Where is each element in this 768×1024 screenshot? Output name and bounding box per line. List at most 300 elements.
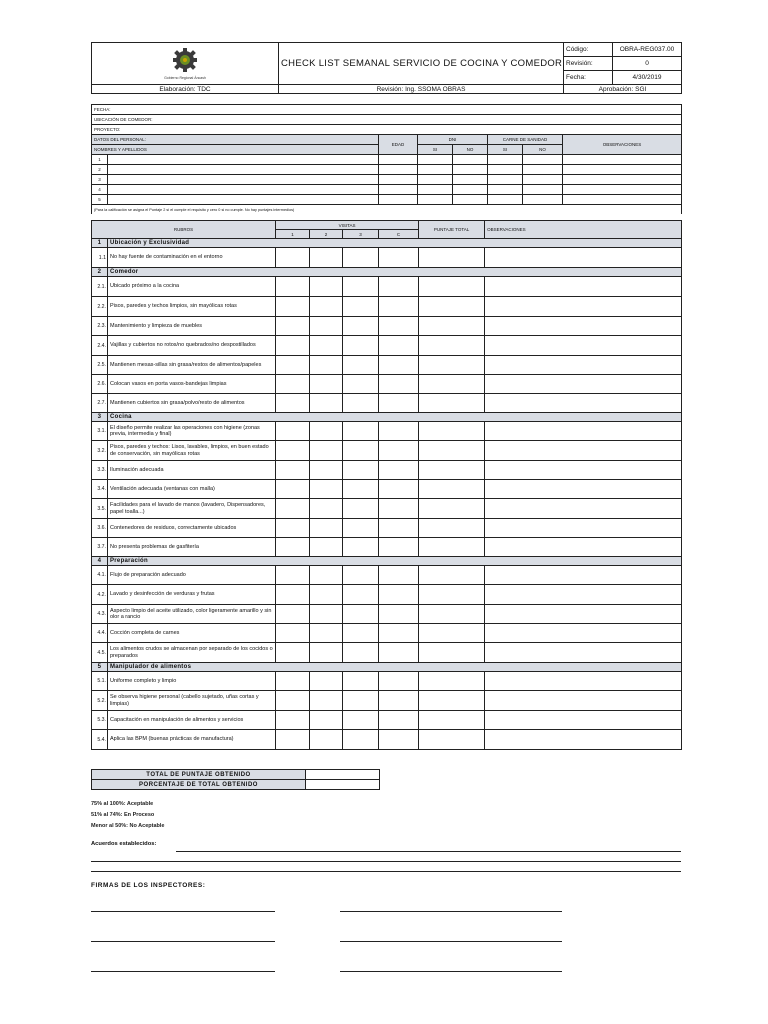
checklist-item-row [92, 499, 682, 519]
fecha-field[interactable]: FECHA: [92, 105, 682, 115]
score-cell[interactable] [276, 730, 310, 750]
score-cell[interactable] [485, 422, 682, 441]
fecha-label: Fecha: [564, 71, 613, 85]
score-cell[interactable] [379, 538, 419, 557]
score-cell[interactable] [379, 499, 419, 519]
personnel-cell[interactable] [379, 165, 418, 175]
score-cell[interactable] [276, 672, 310, 691]
score-cell[interactable] [379, 375, 419, 394]
personnel-row [92, 195, 682, 205]
score-cell[interactable] [276, 422, 310, 441]
score-cell[interactable] [419, 711, 485, 730]
score-cell[interactable] [343, 691, 379, 711]
score-cell[interactable] [419, 297, 485, 317]
score-cell[interactable] [343, 248, 379, 268]
score-cell[interactable] [310, 375, 343, 394]
score-cell[interactable] [485, 605, 682, 624]
score-cell[interactable] [485, 711, 682, 730]
personnel-cell[interactable] [563, 175, 682, 185]
score-cell[interactable] [276, 691, 310, 711]
porcentaje-label: PORCENTAJE DE TOTAL OBTENIDO [92, 780, 306, 790]
section-number: 5 [92, 663, 108, 672]
dni-si: SI [418, 145, 453, 155]
score-cell[interactable] [276, 394, 310, 413]
section-row [92, 663, 682, 672]
score-cell[interactable] [379, 711, 419, 730]
firmas-label: FIRMAS DE LOS INSPECTORES: [91, 882, 206, 889]
score-cell[interactable] [276, 585, 310, 605]
personnel-cell[interactable] [488, 165, 523, 175]
personnel-row [92, 165, 682, 175]
signature-line[interactable] [91, 911, 275, 912]
personnel-cell[interactable] [453, 165, 488, 175]
score-cell[interactable] [343, 605, 379, 624]
score-cell[interactable] [310, 480, 343, 499]
item-text: Vajillas y cubiertos no rotos/no quebrados/no despostillados [108, 336, 276, 356]
edad-header: EDAD [379, 135, 418, 155]
personnel-cell[interactable] [563, 155, 682, 165]
score-cell[interactable] [310, 566, 343, 585]
datos-personal-label: DATOS DEL PERSONAL: [92, 135, 379, 145]
section-number: 1 [92, 239, 108, 248]
score-cell[interactable] [379, 248, 419, 268]
score-cell[interactable] [343, 277, 379, 297]
score-cell[interactable] [343, 297, 379, 317]
personnel-table [91, 104, 682, 214]
personnel-cell[interactable] [488, 175, 523, 185]
porcentaje-value[interactable] [306, 780, 380, 790]
row-number: 2 [92, 165, 108, 175]
score-cell[interactable] [343, 422, 379, 441]
score-cell[interactable] [310, 356, 343, 375]
score-cell[interactable] [485, 519, 682, 538]
score-cell[interactable] [276, 643, 310, 663]
acuerdos-label: Acuerdos establecidos: [91, 841, 157, 847]
carne-no: NO [523, 145, 563, 155]
ubicacion-field[interactable]: UBICACIÓN DE COMEDOR: [92, 115, 682, 125]
score-cell[interactable] [276, 336, 310, 356]
score-cell[interactable] [419, 605, 485, 624]
score-cell[interactable] [419, 317, 485, 336]
score-cell[interactable] [310, 730, 343, 750]
personnel-cell[interactable] [453, 185, 488, 195]
score-cell[interactable] [379, 277, 419, 297]
score-cell[interactable] [485, 538, 682, 557]
signature-line[interactable] [91, 971, 275, 972]
checklist-item-row [92, 585, 682, 605]
section-number: 4 [92, 557, 108, 566]
scale-en-proceso: 51% al 74%: En Proceso [91, 812, 155, 818]
score-cell[interactable] [485, 394, 682, 413]
score-cell[interactable] [379, 643, 419, 663]
elaboracion: Elaboración: TDC [92, 85, 279, 94]
score-cell[interactable] [419, 277, 485, 297]
item-text: Ventilación adecuada (ventanas con malla) [108, 480, 276, 499]
item-number: 2.3. [92, 317, 108, 336]
score-cell[interactable] [310, 519, 343, 538]
section-title: Ubicación y Exclusividad [108, 239, 682, 248]
checklist-item-row [92, 624, 682, 643]
score-cell[interactable] [419, 566, 485, 585]
score-cell[interactable] [276, 480, 310, 499]
score-cell[interactable] [310, 394, 343, 413]
personnel-cell[interactable] [108, 155, 379, 165]
codigo-value: OBRA-REG037.00 [613, 43, 682, 57]
checklist-item-row [92, 297, 682, 317]
score-cell[interactable] [310, 538, 343, 557]
checklist-item-row [92, 691, 682, 711]
score-cell[interactable] [343, 480, 379, 499]
checklist-item-row [92, 538, 682, 557]
score-cell[interactable] [485, 375, 682, 394]
score-cell[interactable] [485, 336, 682, 356]
score-cell[interactable] [419, 336, 485, 356]
revision-label: Revisión: [564, 57, 613, 71]
item-number: 2.5. [92, 356, 108, 375]
score-cell[interactable] [343, 730, 379, 750]
item-text: No hay fuente de contaminación en el entorno [108, 248, 276, 268]
personnel-cell[interactable] [379, 185, 418, 195]
score-cell[interactable] [379, 394, 419, 413]
score-cell[interactable] [485, 441, 682, 461]
score-cell[interactable] [310, 691, 343, 711]
item-text: Pisos, paredes y techos limpios, sin mayólicas rotas [108, 297, 276, 317]
score-cell[interactable] [379, 317, 419, 336]
score-cell[interactable] [485, 317, 682, 336]
personnel-cell[interactable] [418, 195, 453, 205]
score-cell[interactable] [343, 441, 379, 461]
score-cell[interactable] [276, 499, 310, 519]
totals-table [91, 769, 380, 790]
personnel-cell[interactable] [523, 155, 563, 165]
score-cell[interactable] [485, 624, 682, 643]
score-cell[interactable] [419, 730, 485, 750]
item-text: El diseño permite realizar las operaciones con higiene (zonas previa, intermedia y final) [108, 422, 276, 441]
item-number: 3.2. [92, 441, 108, 461]
score-cell[interactable] [419, 356, 485, 375]
item-number: 2.1. [92, 277, 108, 297]
item-text: Mantienen mesas-sillas sin grasa/restos de alimentos/papeles [108, 356, 276, 375]
score-cell[interactable] [419, 691, 485, 711]
item-text: Se observa higiene personal (cabello sujetado, uñas cortas y limpias) [108, 691, 276, 711]
item-number: 4.4. [92, 624, 108, 643]
personnel-cell[interactable] [563, 185, 682, 195]
personnel-cell[interactable] [379, 155, 418, 165]
visita-3: 3 [343, 230, 379, 239]
score-cell[interactable] [276, 605, 310, 624]
score-cell[interactable] [485, 672, 682, 691]
page-title: CHECK LIST SEMANAL SERVICIO DE COCINA Y COMEDOR [279, 43, 564, 85]
score-cell[interactable] [343, 461, 379, 480]
proyecto-field[interactable]: PROYECTO: [92, 125, 682, 135]
score-cell[interactable] [343, 538, 379, 557]
score-cell[interactable] [419, 519, 485, 538]
section-title: Cocina [108, 413, 682, 422]
score-cell[interactable] [419, 643, 485, 663]
score-cell[interactable] [379, 672, 419, 691]
score-cell[interactable] [485, 356, 682, 375]
checklist-item-row [92, 356, 682, 375]
score-cell[interactable] [343, 375, 379, 394]
personnel-cell[interactable] [523, 165, 563, 175]
item-number: 5.4. [92, 730, 108, 750]
personnel-cell[interactable] [523, 195, 563, 205]
score-cell[interactable] [485, 248, 682, 268]
score-cell[interactable] [310, 711, 343, 730]
item-number: 3.6. [92, 519, 108, 538]
score-cell[interactable] [343, 519, 379, 538]
score-cell[interactable] [343, 643, 379, 663]
item-number: 5.2. [92, 691, 108, 711]
checklist-item-row [92, 711, 682, 730]
score-cell[interactable] [379, 624, 419, 643]
personnel-cell[interactable] [453, 155, 488, 165]
personnel-cell[interactable] [108, 185, 379, 195]
acuerdos-line-1[interactable] [176, 851, 681, 852]
personnel-cell[interactable] [563, 195, 682, 205]
total-value[interactable] [306, 770, 380, 780]
score-cell[interactable] [485, 691, 682, 711]
score-cell[interactable] [310, 277, 343, 297]
score-cell[interactable] [379, 356, 419, 375]
score-cell[interactable] [419, 461, 485, 480]
checklist-item-row [92, 336, 682, 356]
item-text: Colocan vasos en porta vasos-bandejas limpias [108, 375, 276, 394]
score-cell[interactable] [276, 461, 310, 480]
signature-line[interactable] [340, 911, 562, 912]
item-text: Cocción completa de carnes [108, 624, 276, 643]
personnel-cell[interactable] [379, 195, 418, 205]
personnel-row [92, 185, 682, 195]
score-cell[interactable] [419, 480, 485, 499]
item-text: Pisos, paredes y techos: Lisos, lavables, limpios, en buen estado de conservación, sin mayólicas rotas [108, 441, 276, 461]
score-cell[interactable] [379, 519, 419, 538]
score-cell[interactable] [485, 730, 682, 750]
scoring-note: (Para la calificación se asigna el Puntaje 2 si el cumple el requisito y cero 0 si no cumple. No hay puntajes intermedios) [92, 205, 682, 215]
score-cell[interactable] [343, 566, 379, 585]
personnel-cell[interactable] [108, 165, 379, 175]
score-cell[interactable] [310, 672, 343, 691]
score-cell[interactable] [310, 336, 343, 356]
score-cell[interactable] [379, 422, 419, 441]
score-cell[interactable] [276, 538, 310, 557]
score-cell[interactable] [379, 566, 419, 585]
checklist-table [91, 220, 682, 750]
visita-c: C [379, 230, 419, 239]
score-cell[interactable] [343, 317, 379, 336]
section-title: Manipulador de alimentos [108, 663, 682, 672]
personnel-cell[interactable] [488, 185, 523, 195]
checklist-item-row [92, 248, 682, 268]
visitas-header: VISITAS [276, 221, 419, 230]
observaciones-header: OBSERVACIONES [485, 221, 682, 239]
score-cell[interactable] [310, 624, 343, 643]
personnel-cell[interactable] [418, 155, 453, 165]
checklist-item-row [92, 277, 682, 297]
checklist-item-row [92, 461, 682, 480]
score-cell[interactable] [343, 336, 379, 356]
score-cell[interactable] [379, 297, 419, 317]
personnel-cell[interactable] [488, 195, 523, 205]
score-cell[interactable] [310, 422, 343, 441]
personnel-cell[interactable] [379, 175, 418, 185]
score-cell[interactable] [343, 672, 379, 691]
dni-no: NO [453, 145, 488, 155]
checklist-item-row [92, 422, 682, 441]
score-cell[interactable] [379, 691, 419, 711]
header-table [91, 42, 682, 94]
score-cell[interactable] [419, 672, 485, 691]
score-cell[interactable] [379, 730, 419, 750]
score-cell[interactable] [343, 499, 379, 519]
item-text: Contenedores de residuos, correctamente ubicados [108, 519, 276, 538]
row-number: 1 [92, 155, 108, 165]
score-cell[interactable] [276, 297, 310, 317]
acuerdos-line-2[interactable] [91, 861, 681, 862]
score-cell[interactable] [276, 566, 310, 585]
score-cell[interactable] [485, 585, 682, 605]
score-cell[interactable] [343, 394, 379, 413]
checklist-item-row [92, 480, 682, 499]
checklist-item-row [92, 605, 682, 624]
signature-line[interactable] [340, 941, 562, 942]
score-cell[interactable] [379, 605, 419, 624]
acuerdos-line-3[interactable] [91, 871, 681, 872]
signature-line[interactable] [91, 941, 275, 942]
personnel-cell[interactable] [523, 185, 563, 195]
revision-ing: Revisión: Ing. SSOMA OBRAS [279, 85, 564, 94]
personnel-cell[interactable] [418, 185, 453, 195]
aprobacion: Aprobación: SGI [564, 85, 682, 94]
personnel-cell[interactable] [488, 155, 523, 165]
score-cell[interactable] [485, 297, 682, 317]
score-cell[interactable] [419, 441, 485, 461]
personnel-cell[interactable] [418, 175, 453, 185]
section-row [92, 413, 682, 422]
score-cell[interactable] [379, 585, 419, 605]
score-cell[interactable] [310, 297, 343, 317]
score-cell[interactable] [310, 643, 343, 663]
row-number: 3 [92, 175, 108, 185]
score-cell[interactable] [276, 624, 310, 643]
score-cell[interactable] [485, 643, 682, 663]
score-cell[interactable] [419, 375, 485, 394]
score-cell[interactable] [343, 711, 379, 730]
score-cell[interactable] [310, 317, 343, 336]
checklist-item-row [92, 643, 682, 663]
section-row [92, 239, 682, 248]
signature-line[interactable] [340, 971, 562, 972]
score-cell[interactable] [485, 461, 682, 480]
item-text: Facilidades para el lavado de manos (lavadero, Dispensadores, papel toalla...) [108, 499, 276, 519]
item-text: Capacitación en manipulación de alimentos y servicios [108, 711, 276, 730]
personnel-cell[interactable] [563, 165, 682, 175]
item-text: Los alimentos crudos se almacenan por separado de los cocidos o preparados [108, 643, 276, 663]
score-cell[interactable] [343, 585, 379, 605]
score-cell[interactable] [310, 441, 343, 461]
item-number: 5.1. [92, 672, 108, 691]
personnel-cell[interactable] [418, 165, 453, 175]
score-cell[interactable] [419, 538, 485, 557]
section-row [92, 268, 682, 277]
score-cell[interactable] [379, 441, 419, 461]
score-cell[interactable] [485, 499, 682, 519]
score-cell[interactable] [485, 277, 682, 297]
score-cell[interactable] [310, 248, 343, 268]
checklist-item-row [92, 730, 682, 750]
score-cell[interactable] [379, 480, 419, 499]
personnel-cell[interactable] [108, 195, 379, 205]
item-number: 3.4. [92, 480, 108, 499]
personnel-cell[interactable] [108, 175, 379, 185]
item-text: Lavado y desinfección de verduras y frutas [108, 585, 276, 605]
scale-no-aceptable: Menor al 50%: No Aceptable [91, 823, 165, 829]
checklist-item-row [92, 394, 682, 413]
score-cell[interactable] [419, 585, 485, 605]
score-cell[interactable] [419, 394, 485, 413]
section-title: Comedor [108, 268, 682, 277]
score-cell[interactable] [276, 711, 310, 730]
checklist-item-row [92, 672, 682, 691]
personnel-cell[interactable] [453, 195, 488, 205]
score-cell[interactable] [276, 441, 310, 461]
score-cell[interactable] [276, 248, 310, 268]
score-cell[interactable] [343, 356, 379, 375]
logo-cell [92, 43, 279, 85]
personnel-row [92, 175, 682, 185]
visita-1: 1 [276, 230, 310, 239]
personnel-cell[interactable] [523, 175, 563, 185]
item-number: 2.2. [92, 297, 108, 317]
item-number: 3.5. [92, 499, 108, 519]
checklist-item-row [92, 375, 682, 394]
score-cell[interactable] [485, 480, 682, 499]
score-cell[interactable] [276, 356, 310, 375]
checklist-item-row [92, 566, 682, 585]
score-cell[interactable] [276, 519, 310, 538]
score-cell[interactable] [485, 566, 682, 585]
visita-2: 2 [310, 230, 343, 239]
score-cell[interactable] [276, 375, 310, 394]
score-cell[interactable] [419, 499, 485, 519]
score-cell[interactable] [419, 624, 485, 643]
checklist-item-row [92, 317, 682, 336]
score-cell[interactable] [276, 277, 310, 297]
score-cell[interactable] [343, 624, 379, 643]
personnel-cell[interactable] [453, 175, 488, 185]
section-row [92, 557, 682, 566]
section-number: 3 [92, 413, 108, 422]
score-cell[interactable] [276, 317, 310, 336]
row-number: 4 [92, 185, 108, 195]
item-text: No presenta problemas de gasfitería [108, 538, 276, 557]
score-cell[interactable] [379, 461, 419, 480]
score-cell[interactable] [310, 605, 343, 624]
revision-value: 0 [613, 57, 682, 71]
item-text: Iluminación adecuada [108, 461, 276, 480]
score-cell[interactable] [419, 248, 485, 268]
score-cell[interactable] [310, 585, 343, 605]
item-number: 1.1 [92, 248, 108, 268]
score-cell[interactable] [379, 336, 419, 356]
score-cell[interactable] [310, 461, 343, 480]
score-cell[interactable] [310, 499, 343, 519]
item-text: Uniforme completo y limpio [108, 672, 276, 691]
section-number: 2 [92, 268, 108, 277]
fecha-value: 4/30/2019 [613, 71, 682, 85]
score-cell[interactable] [419, 422, 485, 441]
nombres-header: NOMBRES Y APELLIDOS [92, 145, 379, 155]
